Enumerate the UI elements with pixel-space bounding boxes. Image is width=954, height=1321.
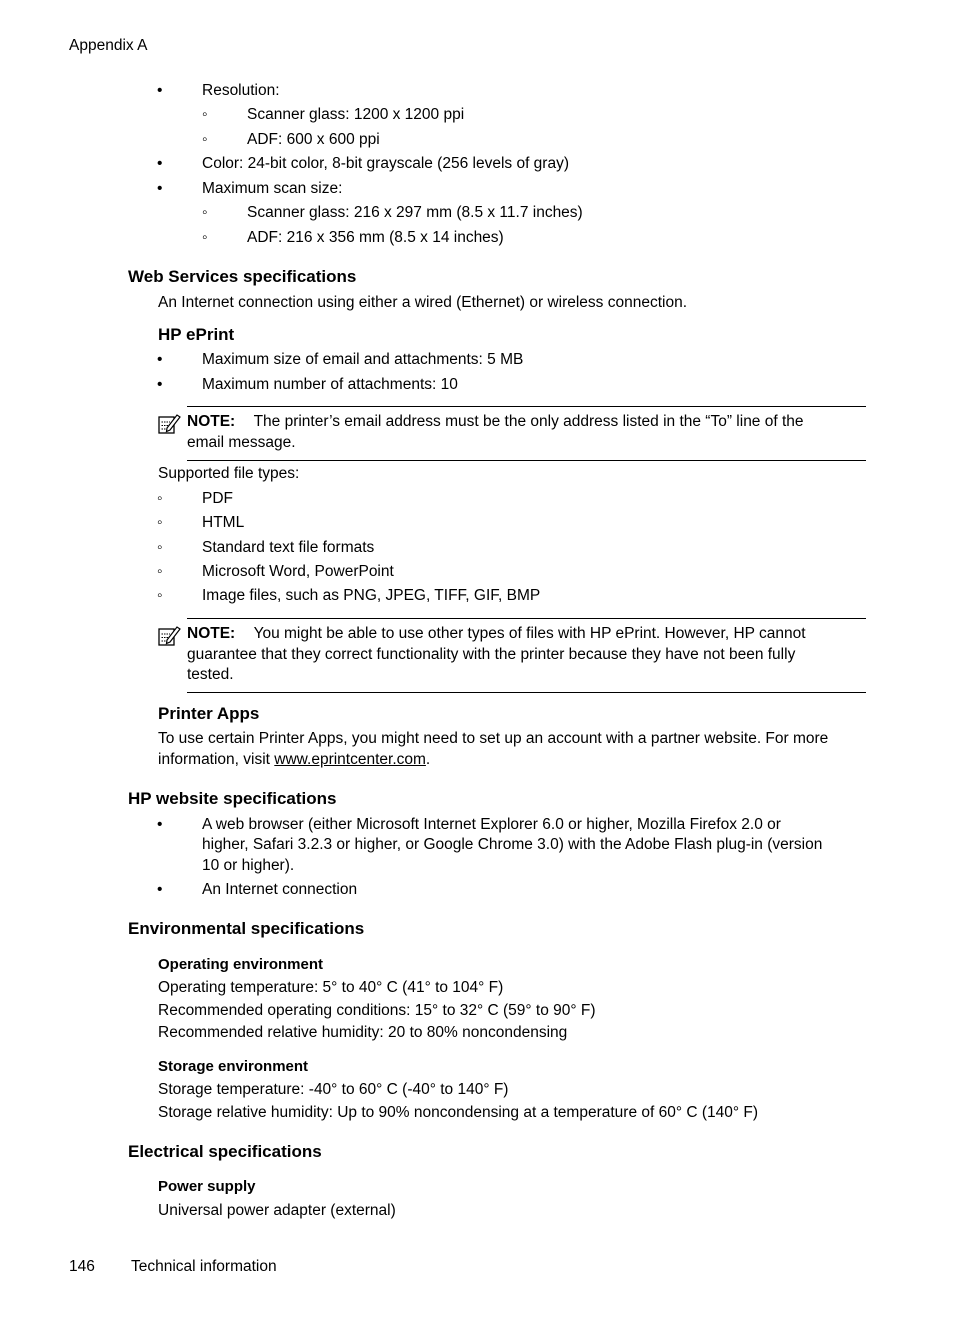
bullet: ◦ — [202, 131, 208, 148]
bullet: ◦ — [202, 106, 208, 123]
bullet: • — [157, 376, 163, 393]
bullet: • — [157, 82, 163, 99]
list-item-text: ADF: 216 x 356 mm (8.5 x 14 inches) — [247, 229, 504, 246]
list-item-text: Resolution: — [202, 82, 280, 99]
bullet: • — [157, 351, 163, 368]
note-top-rule — [187, 618, 866, 619]
printer-apps-text: To use certain Printer Apps, you might need to set up an account with a partner website. For more — [158, 730, 829, 747]
note-text: You might be able to use other types of files with HP ePrint. However, HP cannot — [253, 625, 806, 642]
environmental-heading: Environmental specifications — [128, 919, 365, 938]
list-item-text: Maximum number of attachments: 10 — [202, 376, 458, 393]
supported-file-types-label: Supported file types: — [158, 465, 300, 482]
storage-line: Storage temperature: -40° to 60° C (-40° to 140° F) — [158, 1081, 509, 1098]
list-item-text: Scanner glass: 1200 x 1200 ppi — [247, 106, 465, 123]
list-item-text: PDF — [202, 490, 233, 507]
list-item-text: A web browser (either Microsoft Internet Explorer 6.0 or higher, Mozilla Firefox 2.0 or — [202, 816, 781, 833]
operating-line: Recommended operating conditions: 15° to 32° C (59° to 90° F) — [158, 1002, 596, 1019]
footer-section-title: Technical information — [131, 1258, 277, 1275]
note-text: The printer’s email address must be the only address listed in the “To” line of the — [253, 413, 804, 430]
bullet: • — [157, 816, 163, 833]
note-label: NOTE: — [187, 625, 236, 642]
list-item-text: Microsoft Word, PowerPoint — [202, 563, 394, 580]
list-item-text: HTML — [202, 514, 245, 531]
page-number: 146 — [69, 1258, 95, 1275]
note-text: guarantee that they correct functionality with the printer because they have not been fully — [187, 646, 796, 663]
printer-apps-text — [158, 749, 430, 770]
list-item-text: higher, Safari 3.2.3 or higher, or Google Chrome 3.0) with the Adobe Flash plug-in (version — [202, 836, 823, 853]
bullet: ◦ — [157, 539, 163, 556]
electrical-heading: Electrical specifications — [128, 1142, 322, 1161]
storage-line: Storage relative humidity: Up to 90% noncondensing at a temperature of 60° C (140° F) — [158, 1104, 759, 1121]
hp-website-heading: HP website specifications — [128, 789, 337, 808]
note-bottom-rule — [187, 692, 866, 693]
list-item-text: Maximum size of email and attachments: 5 MB — [202, 351, 524, 368]
operating-environment-heading: Operating environment — [158, 956, 324, 973]
printer-apps-text-prefix: information, visit — [158, 751, 275, 768]
note-bottom-rule — [187, 460, 866, 461]
operating-line: Recommended relative humidity: 20 to 80% noncondensing — [158, 1024, 568, 1041]
list-item-text: ADF: 600 x 600 ppi — [247, 131, 380, 148]
bullet: • — [157, 180, 163, 197]
list-item-text: Standard text file formats — [202, 539, 375, 556]
printer-apps-heading: Printer Apps — [158, 704, 260, 723]
bullet: ◦ — [157, 490, 163, 507]
list-item-text: Scanner glass: 216 x 297 mm (8.5 x 11.7 inches) — [247, 204, 583, 221]
web-services-intro: An Internet connection using either a wired (Ethernet) or wireless connection. — [158, 294, 688, 311]
list-item-text: Image files, such as PNG, JPEG, TIFF, GIF, BMP — [202, 587, 541, 604]
bullet: ◦ — [157, 514, 163, 531]
printer-apps-text-suffix: . — [425, 751, 431, 768]
list-item-text: Maximum scan size: — [202, 180, 343, 197]
bullet: ◦ — [157, 587, 163, 604]
running-head: Appendix A — [69, 37, 148, 54]
operating-line: Operating temperature: 5° to 40° C (41° to 104° F) — [158, 979, 504, 996]
bullet: ◦ — [157, 563, 163, 580]
list-item-text: 10 or higher). — [202, 857, 295, 874]
note-text: email message. — [187, 434, 296, 451]
list-item-text: Color: 24-bit color, 8-bit grayscale (256 levels of gray) — [202, 155, 569, 172]
web-services-heading: Web Services specifications — [128, 267, 357, 286]
bullet: • — [157, 155, 163, 172]
note-icon — [157, 625, 181, 647]
note-icon — [157, 413, 181, 435]
power-supply-text: Universal power adapter (external) — [158, 1202, 396, 1219]
note-text: tested. — [187, 666, 234, 683]
power-supply-heading: Power supply — [158, 1178, 256, 1195]
hp-eprint-heading: HP ePrint — [158, 325, 235, 344]
eprintcenter-link[interactable]: www.eprintcenter.com — [274, 751, 426, 768]
bullet: ◦ — [202, 229, 208, 246]
storage-environment-heading: Storage environment — [158, 1058, 309, 1075]
bullet: • — [157, 881, 163, 898]
note-top-rule — [187, 406, 866, 407]
list-item-text: An Internet connection — [202, 881, 358, 898]
note-label: NOTE: — [187, 413, 236, 430]
bullet: ◦ — [202, 204, 208, 221]
